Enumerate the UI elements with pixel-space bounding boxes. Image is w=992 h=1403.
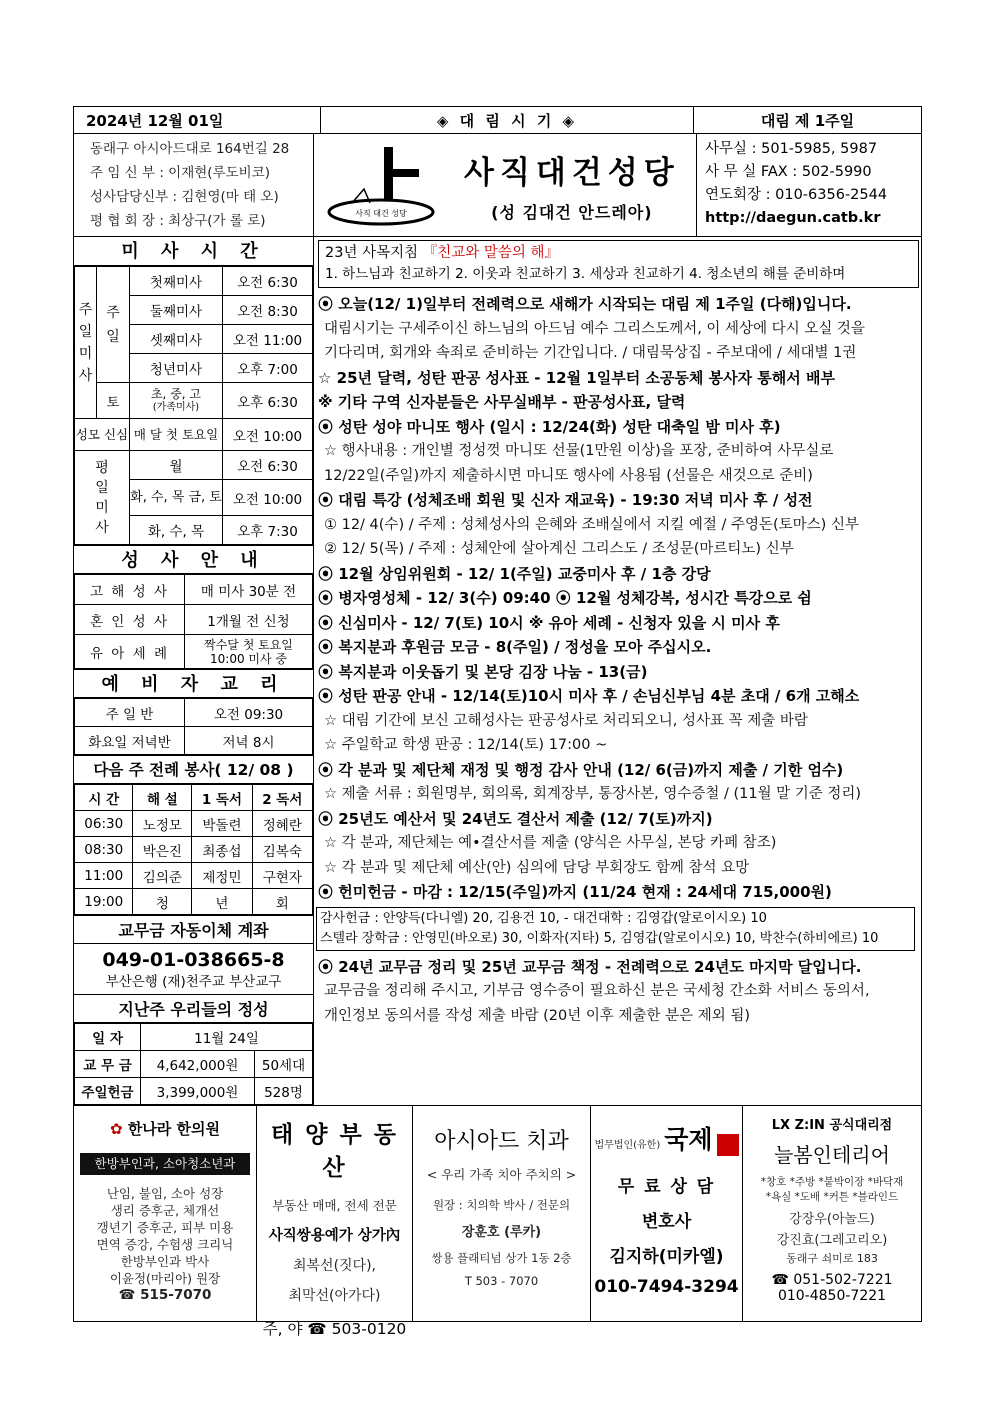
parish-info (74, 134, 314, 236)
mass-name: 청년미사 (130, 354, 223, 383)
offering-title: 지난주 우리들의 정성 (74, 994, 313, 1023)
bulletin-page (73, 106, 922, 1338)
free-consult: 무 료 상 담 (617, 1177, 716, 1197)
patron-saint: (성 김대건 안드레아) (491, 203, 653, 222)
offering-amount: 3,399,000원 (141, 1078, 255, 1105)
duty-time: 19:00 (75, 889, 133, 915)
website-link[interactable]: http://daegun.catb.kr (705, 210, 881, 226)
notice-heading: ☆ 25년 달력, 성탄 판공 성사표 - 12월 1일부터 소공동체 봉사자 통해서 배부 (318, 368, 835, 387)
offering-date: 11월 24일 (141, 1024, 313, 1051)
interior-phone: ☎ 051-502-7221 (771, 1272, 893, 1288)
notice-detail: ☆ 제출 서류 : 회원명부, 회의록, 회계장부, 통장사본, 영수증철 / (11월 말 기준 정리) (324, 786, 862, 802)
dental-director-title: 원장 : 치의학 박사 / 전문의 (432, 1198, 571, 1212)
mass-time: 오후 7:00 (223, 354, 313, 383)
realty-phone: 주, 야 ☎ 503-0120 (262, 1320, 407, 1338)
flower-icon: ✿ (110, 1120, 123, 1138)
notice-detail: ☆ 각 분과, 제단체는 예•결산서를 제출 (양식은 사무실, 본당 카페 참조) (324, 835, 777, 851)
realty-location: 사직쌍용예가 상가內 (268, 1228, 401, 1244)
notice-heading: ⦿ 복지분과 이웃돕기 및 본당 김장 나눔 - 13(금) (318, 662, 648, 681)
mass-time: 오전 11:00 (223, 325, 313, 354)
offering-count: 528명 (255, 1078, 313, 1105)
church-logo-area (314, 134, 697, 236)
notice-detail: 교무금을 정리해 주시고, 기부금 영수증이 필요하신 분은 국세청 간소화 서비스 동의서, (324, 983, 870, 999)
duty-person: 정혜란 (252, 811, 312, 837)
clinic-service: 생리 증후군, 체개선 (110, 1203, 220, 1218)
notice-heading: ⦿ 성탄 판공 안내 - 12/14(토)10시 미사 후 / 손님신부님 4분 초대 / 6개 고해소 (318, 687, 860, 705)
saturday-label: 토 (97, 383, 130, 419)
interior-address: 동래구 쇠미로 183 (786, 1252, 878, 1265)
address: 동래구 아시아드대로 164번길 28 (90, 141, 290, 157)
duty-col-header: 해 설 (133, 785, 192, 811)
law-firm-name: 국제 (664, 1125, 713, 1154)
sacrament-info: 1개월 전 신청 (185, 605, 313, 635)
interior-name: 늘봄인테리어 (774, 1143, 890, 1167)
realty-service: 부동산 매매, 전세 전문 (272, 1198, 397, 1213)
duty-col-header: 1 독서 (192, 785, 252, 811)
offering-table (74, 1023, 313, 1105)
weekday-day: 월 (130, 451, 223, 480)
interior-services: *욕실 *도배 *커튼 *블라인드 (765, 1191, 899, 1203)
mass-time: 오전 6:30 (223, 267, 313, 296)
catechism-time: 저녁 8시 (185, 727, 313, 755)
bulletin-date: 2024년 12월 01일 (74, 107, 321, 133)
offering-type: 교 무 금 (75, 1051, 141, 1078)
notice-heading: ⦿ 신심미사 - 12/ 7(토) 10시 ※ 유아 세례 - 신청자 있을 시 미사 후 (318, 613, 780, 632)
clinic-doctor-title: 한방부인과 박사 (120, 1254, 210, 1269)
mass-time: 오전 8:30 (223, 296, 313, 325)
liturgy-duty-table (74, 784, 313, 915)
duty-person: 최종섭 (192, 837, 252, 863)
realty-agent: 최막선(아가다) (288, 1288, 381, 1304)
notice-detail: ① 12/ 4(수) / 주제 : 성체성사의 은혜와 조배실에서 지킬 예절 / 주영돈(토마스) 신부 (324, 516, 859, 533)
catechism-title: 예 비 자 교 리 (74, 669, 313, 698)
duty-person: 박돌련 (192, 811, 252, 837)
duty-col-header: 2 독서 (252, 785, 312, 811)
notice-detail: 12/22일(주일)까지 제출하시면 마니또 행사에 사용됨 (선물은 새것으로 준비) (324, 467, 813, 484)
realty-name: 태 양 부 동 산 (271, 1122, 398, 1181)
assistant-priest: 성사담당신부 : 김현영(마 태 오) (90, 189, 279, 205)
notice-detail: 기다리며, 회개와 속죄로 준비하는 기간입니다. / 대림묵상집 - 주보대에 / 세대별 1권 (324, 345, 857, 361)
church-name: 사직대건성당 (464, 155, 680, 191)
interior-dealer: LX Z:IN 공식대리점 (771, 1118, 893, 1133)
mass-name: 둘째미사 (130, 296, 223, 325)
mass-name: 셋째미사 (130, 325, 223, 354)
church-emblem-icon (324, 141, 442, 229)
law-firm-type: 법무법인(유한) (594, 1140, 661, 1151)
duty-person: 년 (192, 889, 252, 915)
saturday-mass-name: 초, 중, 고 (150, 386, 202, 401)
duty-person: 김의준 (133, 863, 192, 889)
pastoral-motto-box (318, 240, 919, 288)
duty-time: 06:30 (75, 811, 133, 837)
liturgical-season: ◈ 대 림 시 기 ◈ (321, 107, 694, 133)
sacrament-name: 유 아 세 례 (75, 635, 185, 669)
weekday-day: 화, 수, 목 (130, 516, 223, 545)
clinic-phone: ☎ 515-7070 (118, 1287, 212, 1303)
liturgy-duty-title: 다음 주 전례 봉사( 12/ 08 ) (74, 755, 313, 784)
council-president: 평 협 회 장 : 최상구(가 롤 로) (90, 213, 266, 229)
funeral-chair-phone: 연도회장 : 010-6356-2544 (705, 187, 888, 203)
interior-owner: 강장우(아놀드) (789, 1212, 875, 1227)
dental-phone: T 503 - 7070 (464, 1274, 539, 1288)
sacrament-info: 매 미사 30분 전 (185, 575, 313, 605)
weekday-time: 오전 6:30 (223, 451, 313, 480)
lawyer-name: 김지하(미카엘) (609, 1247, 724, 1267)
sacrament-info: 짝수달 첫 토요일 10:00 미사 중 (185, 635, 313, 669)
duty-person: 회 (252, 889, 312, 915)
duty-person: 김복숙 (252, 837, 312, 863)
notice-heading: ⦿ 12월 상임위원회 - 12/ 1(주일) 교중미사 후 / 1층 강당 (318, 564, 711, 583)
mass-times-title: 미 사 시 간 (74, 237, 313, 266)
catechism-class: 주 일 반 (75, 699, 185, 727)
dental-address: 쌍용 플래티넘 상가 1동 2층 (431, 1251, 572, 1265)
sacrament-name: 혼 인 성 사 (75, 605, 185, 635)
notice-heading: ⦿ 성탄 성야 마니또 행사 (일시 : 12/24(화) 성탄 대축일 밤 미사 후) (318, 417, 781, 436)
liturgical-week: 대림 제 1주일 (760, 111, 855, 130)
notice-heading: ⦿ 병자영성체 - 12/ 3(수) 09:40 ⦿ 12월 성체강복, 성시간 특강으로 쉼 (318, 589, 812, 607)
dental-director: 장훈호 (루카) (461, 1225, 542, 1240)
clinic-doctor: 이윤정(마리아) 원장 (109, 1271, 221, 1286)
clinic-name: 한나라 한의원 (127, 1120, 220, 1138)
thanks-offering: 감사헌금 : 안양득(다니엘) 20, 김용건 10, - 대건대학 : 김영갑(알로이시오) 10 (320, 910, 767, 926)
sacrament-table (74, 574, 313, 669)
saturday-mass-time: 오후 6:30 (223, 383, 313, 419)
notice-list (314, 292, 921, 905)
duty-person: 제정민 (192, 863, 252, 889)
announcements-column (314, 237, 921, 1105)
notice-heading: ⦿ 각 분과 및 제단체 재정 및 행정 감사 안내 (12/ 6(금)까지 제출 / 기한 엄수) (318, 760, 844, 779)
catechism-table (74, 698, 313, 755)
first-saturday-time: 오전 10:00 (223, 419, 313, 451)
account-number: 049-01-038665-8 (102, 949, 285, 971)
account-title: 교무금 자동이체 계좌 (74, 915, 313, 944)
account-bank: 부산은행 (재)천주교 부산교구 (105, 974, 282, 990)
notice-heading: ※ 기타 구역 신자분들은 사무실배부 - 판공성사표, 달력 (318, 393, 686, 411)
lawyer-title: 변호사 (641, 1212, 692, 1232)
notice-detail: ☆ 대림 기간에 보신 고해성사는 판공성사로 처리되오니, 성사표 꼭 제출 바람 (324, 712, 808, 729)
ad-hannara-clinic (74, 1106, 257, 1321)
catechism-class: 화요일 저녁반 (75, 727, 185, 755)
office-fax: 사 무 실 FAX : 502-5990 (705, 164, 872, 180)
offering-type: 주일헌금 (75, 1078, 141, 1105)
ad-gukje-law (591, 1106, 743, 1321)
offering-date-label: 일 자 (75, 1024, 141, 1051)
weekday-day: 화, 수, 목 금, 토 (130, 480, 223, 516)
marian-devotion-label: 성모 신심 (75, 419, 130, 451)
interior-owner: 강진효(그레고리오) (776, 1233, 888, 1248)
notice-heading: ⦿ 대림 특강 (성체조배 회원 및 신자 재교육) - 19:30 저녁 미사 후 / 성전 (318, 491, 813, 509)
duty-person: 구현자 (252, 863, 312, 889)
offering-amount: 4,642,000원 (141, 1051, 255, 1078)
weekday-time: 오전 10:00 (223, 480, 313, 516)
dental-slogan: < 우리 가족 치아 주치의 > (426, 1167, 577, 1182)
notice-detail: 대림시기는 구세주이신 하느님의 아드님 예수 그리스도께서, 이 세상에 다시 오실 것을 (324, 320, 865, 337)
contact-info (697, 134, 921, 236)
sacrament-title: 성 사 안 내 (74, 545, 313, 574)
pastoral-motto: 『친교와 말씀의 해』 (422, 245, 559, 261)
law-firm-logo-icon (717, 1134, 739, 1156)
duty-time: 11:00 (75, 863, 133, 889)
ad-section (74, 1105, 921, 1338)
clinic-service: 면역 증강, 수험생 크리닉 (96, 1237, 234, 1252)
mass-name: 첫째미사 (130, 267, 223, 296)
notice-detail: 개인정보 동의서를 작성 제출 바람 (20년 이후 제출한 분은 제외 됨) (324, 1007, 751, 1024)
interior-mobile: 010-4850-7221 (777, 1288, 887, 1304)
realty-agent: 최복선(짓다), (293, 1258, 376, 1274)
notice-detail: ☆ 행사내용 : 개인별 정성껏 마니또 선물(1만원 이상)을 포장, 준비하여 사무실로 (324, 443, 834, 459)
motto-items: 1. 하느님과 친교하기 2. 이웃과 친교하기 3. 세상과 친교하기 4. 청소년의 해를 준비하며 (325, 266, 846, 282)
notice-detail: ☆ 주일학교 학생 판공 : 12/14(토) 17:00 ~ (324, 737, 608, 753)
duty-person: 노정모 (133, 811, 192, 837)
notice-list-final (314, 955, 921, 1029)
duty-col-header: 시 간 (75, 785, 133, 811)
notice-detail: ☆ 각 분과 및 제단체 예산(안) 심의에 담당 부회장도 함께 참석 요망 (324, 859, 750, 876)
dental-name: 아시아드 치과 (434, 1129, 569, 1154)
interior-services: *창호 *주방 *붙박이장 *바닥재 (760, 1176, 904, 1188)
duty-time: 08:30 (75, 837, 133, 863)
office-phone: 사무실 : 501-5985, 5987 (705, 141, 878, 157)
scholarship-donation: 스텔라 장학금 : 안영민(바오로) 30, 이화자(지타) 5, 김영갑(알로이시오) 10, 박찬수(하비에르) 10 (320, 930, 879, 946)
sunday-mass-label: 주 일 미 사 (75, 267, 97, 419)
header-bar (74, 107, 921, 134)
mass-times-table (74, 266, 313, 545)
family-mass-note: (가족미사) (152, 401, 200, 413)
sacrament-name: 고 해 성 사 (75, 575, 185, 605)
clinic-service: 갱년기 증후군, 피부 미용 (96, 1220, 234, 1235)
catechism-time: 오전 09:30 (185, 699, 313, 727)
clinic-specialty: 한방부인과, 소아청소년과 (80, 1153, 250, 1175)
motto-prefix: 23년 사목지침 (325, 245, 419, 261)
notice-heading: ⦿ 오늘(12/ 1)일부터 전례력으로 새해가 시작되는 대림 제 1주일 (다해)입니다. (318, 295, 852, 313)
donation-box (316, 907, 915, 951)
ad-taeyang-realty (257, 1106, 413, 1338)
ad-neulbom-interior (743, 1106, 921, 1321)
clinic-service: 난임, 불임, 소아 성장 (106, 1186, 224, 1201)
notice-heading: ⦿ 복지분과 후원금 모금 - 8(주일) / 정성을 모아 주십시오. (318, 638, 712, 656)
duty-person: 청 (133, 889, 192, 915)
weekday-time: 오후 7:30 (223, 516, 313, 545)
notice-detail: ② 12/ 5(목) / 주제 : 성체안에 살아계신 그리스도 / 조성문(마르티노) 신부 (324, 541, 794, 557)
left-column (74, 237, 314, 1105)
weekday-mass-label: 평 일 미 사 (75, 451, 130, 545)
lawyer-phone: 010-7494-3294 (594, 1277, 739, 1297)
notice-heading: ⦿ 24년 교무금 정리 및 25년 교무금 책정 - 전례력으로 24년도 마지막 달입니다. (318, 957, 862, 976)
duty-person: 박은진 (133, 837, 192, 863)
pastor: 주 임 신 부 : 이재현(루도비코) (90, 165, 270, 181)
ad-asiad-dental (413, 1106, 591, 1321)
notice-heading: ⦿ 헌미헌금 - 마감 : 12/15(주일)까지 (11/24 현재 : 24세대 715,000원) (318, 883, 832, 901)
notice-heading: ⦿ 25년도 예산서 및 24년도 결산서 제출 (12/ 7(토)까지) (318, 809, 713, 828)
sunday-label: 주 일 (97, 267, 130, 383)
offering-count: 50세대 (255, 1051, 313, 1078)
emblem-text: 사직 대건 성당 (355, 209, 407, 218)
first-saturday-label: 매 달 첫 토요일 (130, 419, 223, 451)
